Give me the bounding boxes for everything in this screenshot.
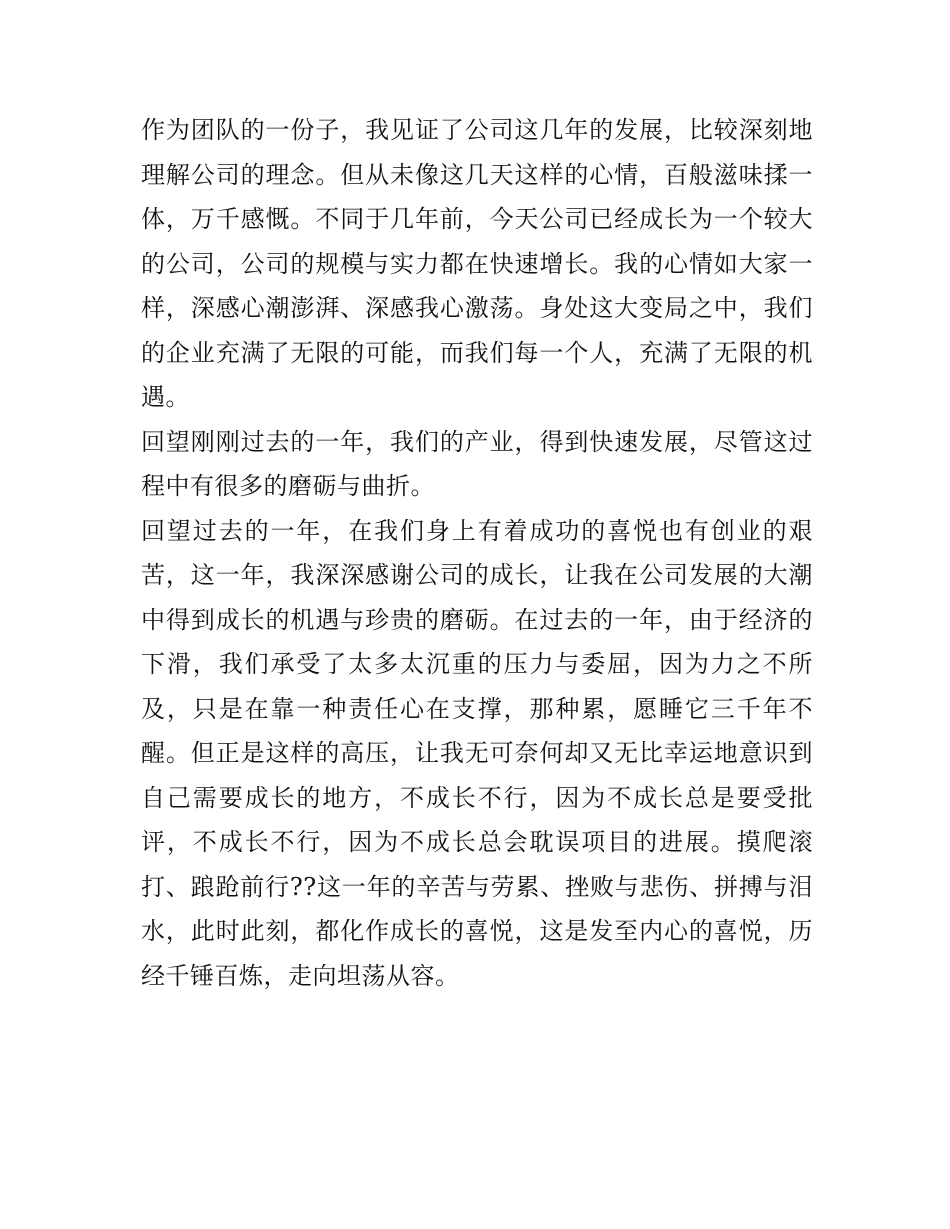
- document-body: [141, 108, 813, 998]
- text-line: 样，深感心潮澎湃、深感我心激荡。身处这大变局之中，我们: [141, 294, 813, 322]
- text-line: 遇。: [141, 383, 190, 411]
- text-line: 下滑，我们承受了太多太沉重的压力与委屈，因为力之不所: [141, 650, 813, 678]
- paragraph-1: [141, 108, 813, 420]
- text-line: 程中有很多的磨砺与曲折。: [141, 472, 435, 500]
- text-line: 苦，这一年，我深深感谢公司的成长，让我在公司发展的大潮: [141, 561, 813, 589]
- text-line: 理解公司的理念。但从未像这几天这样的心情，百般滋味揉一: [141, 160, 813, 189]
- text-line: 自己需要成长的地方，不成长不行，因为不成长总是要受批: [141, 783, 813, 812]
- text-line: 评，不成长不行，因为不成长总会耽误项目的进展。摸爬滚: [141, 828, 813, 856]
- text-line: 中得到成长的机遇与珍贵的磨砺。在过去的一年，由于经济的: [141, 605, 813, 634]
- text-line: 水，此时此刻，都化作成长的喜悦，这是发至内心的喜悦，历: [141, 917, 813, 945]
- text-line: 的公司，公司的规模与实力都在快速增长。我的心情如大家一: [141, 249, 813, 278]
- paragraph-3: [141, 509, 813, 999]
- text-line: 回望刚刚过去的一年，我们的产业，得到快速发展，尽管这过: [141, 427, 813, 456]
- text-line: 及，只是在靠一种责任心在支撑，那种累，愿睡它三千年不: [141, 694, 813, 723]
- text-line: 打、踉跄前行??这一年的辛苦与劳累、挫败与悲伤、拼搏与泪: [141, 872, 813, 901]
- text-line: 回望过去的一年，在我们身上有着成功的喜悦也有创业的艰: [141, 516, 813, 545]
- text-line: 作为团队的一份子，我见证了公司这几年的发展，比较深刻地: [141, 116, 813, 144]
- text-line: 体，万千感慨。不同于几年前，今天公司已经成长为一个较大: [141, 205, 813, 233]
- paragraph-2: [141, 420, 813, 509]
- text-line: 的企业充满了无限的可能，而我们每一个人，充满了无限的机: [141, 338, 813, 367]
- text-line: 醒。但正是这样的高压，让我无可奈何却又无比幸运地意识到: [141, 739, 813, 767]
- text-line: 经千锤百炼，走向坦荡从容。: [141, 961, 460, 990]
